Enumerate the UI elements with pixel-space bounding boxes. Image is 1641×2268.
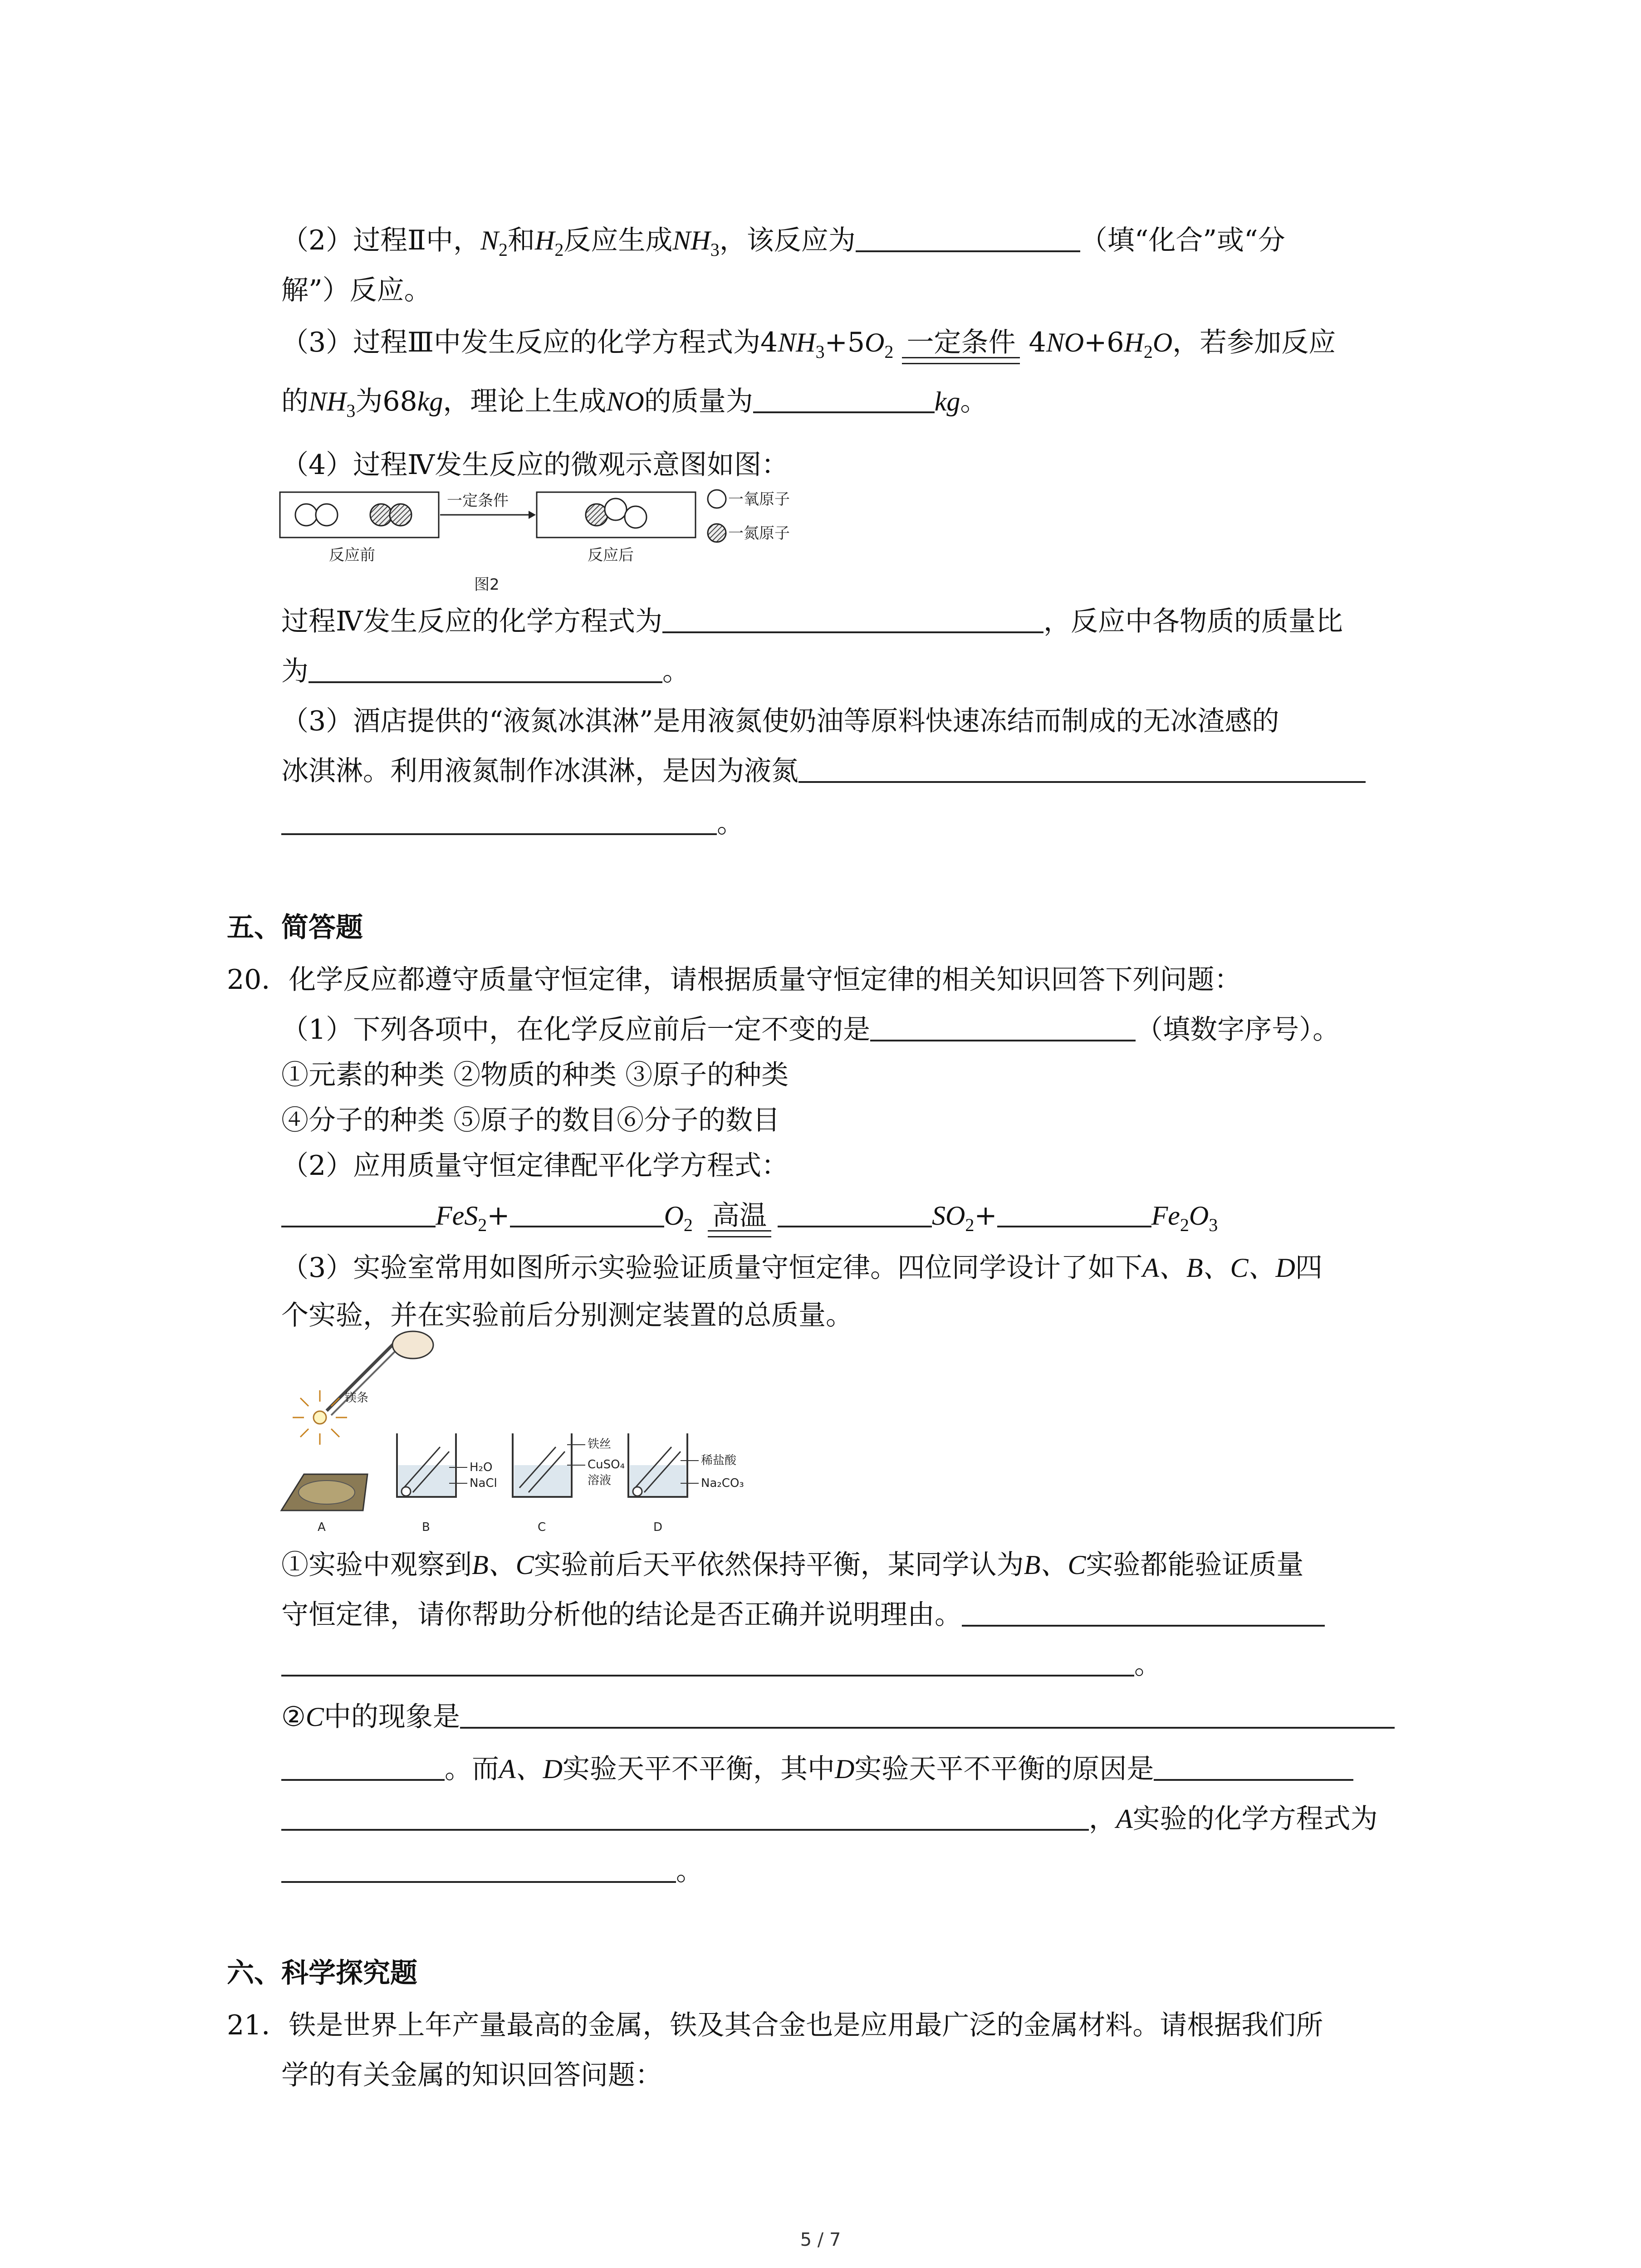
flame-icon — [314, 1411, 326, 1424]
section-heading: 六、科学探究题 — [227, 1957, 417, 1989]
figure-caption: 图2 — [474, 576, 500, 594]
arrow-head-icon — [529, 511, 536, 519]
label-hcl: 稀盐酸 — [701, 1454, 737, 1467]
reaction-micro-diagram — [279, 481, 837, 594]
q20-sub2-line4: 。 — [281, 1853, 703, 1889]
question-20-stem: 20．化学反应都遵守质量守恒定律，请根据质量守恒定律的相关知识回答下列问题： — [227, 964, 1242, 996]
label-na2co3: Na₂CO₃ — [701, 1476, 744, 1490]
question-21-line1: 21．铁是世界上年产量最高的金属，铁及其合金也是应用最广泛的金属材料。请根据我们所 — [227, 2009, 1323, 2041]
q19-part4-line3: 为 。 — [281, 653, 690, 689]
label-nacl: NaCl — [470, 1476, 497, 1490]
q20-sub1-line2: 守恒定律，请你帮助分析他的结论是否正确并说明理由。 — [281, 1597, 1325, 1633]
answer-blank[interactable] — [281, 1853, 676, 1883]
q20-part1: （1）下列各项中，在化学反应前后一定不变的是 （填数字序号）。 — [281, 1012, 1340, 1048]
answer-blank[interactable] — [1154, 1751, 1353, 1781]
label-water: H₂O — [470, 1461, 493, 1474]
answer-blank[interactable] — [281, 1801, 1089, 1831]
coefficient-blank[interactable] — [281, 1198, 436, 1227]
q20-sub1-line1: ①实验中观察到B、C实验前后天平依然保持平衡，某同学认为B、C实验都能验证质量 — [281, 1549, 1304, 1581]
q20-sub1-line3: 。 — [281, 1647, 1161, 1683]
page-number: 5 / 7 — [800, 2229, 841, 2250]
nitrogen-atom-icon — [586, 504, 607, 526]
answer-blank[interactable] — [798, 753, 1366, 783]
q19-part2-line1: （2）过程Ⅱ中，$N_2$和$H_2$反应生成$NH_3$，该反应为 （填“化合”或“分 — [281, 222, 1285, 268]
answer-blank[interactable] — [962, 1597, 1325, 1627]
question-21-line2: 学的有关金属的知识回答问题： — [281, 2059, 662, 2091]
q20-sub2-line1: ②C中的现象是 — [281, 1699, 1395, 1735]
label-A: A — [318, 1520, 326, 1534]
legend-nitrogen-label: 一氮原子 — [728, 524, 790, 543]
label-B: B — [422, 1520, 430, 1534]
q20-options-line2: ④分子的种类 ⑤原子的数目⑥分子的数目 — [281, 1105, 780, 1136]
nitrogen-atom-icon — [390, 504, 411, 526]
section-heading: 五、简答题 — [227, 912, 363, 943]
q19-part3-line1: （3）过程Ⅲ中发生反应的化学方程式为$4NH_3+5O_2$ 一定条件 $4NO+6H_2O$，若参加反应 — [281, 324, 1336, 370]
q20-options-line1: ①元素的种类 ②物质的种类 ③原子的种类 — [281, 1059, 789, 1091]
before-label: 反应前 — [329, 546, 375, 564]
answer-blank[interactable] — [856, 222, 1080, 252]
label-D: D — [653, 1520, 663, 1534]
coefficient-blank[interactable] — [510, 1198, 664, 1227]
q19-part4-line1: （4）过程Ⅳ发生反应的微观示意图如图： — [281, 449, 789, 481]
answer-blank[interactable] — [753, 383, 935, 413]
answer-blank[interactable] — [281, 1751, 445, 1781]
after-label: 反应后 — [588, 546, 634, 564]
oxygen-atom-icon — [295, 504, 317, 526]
label-iron-wire: 铁丝 — [588, 1437, 612, 1451]
answer-blank[interactable] — [460, 1699, 1395, 1729]
experiment-apparatus-figure — [277, 1329, 776, 1538]
q19-part5-line3: 。 — [281, 805, 744, 841]
q19-part3-line2: 的$NH_3$为68kg，理论上生成NO的质量为 kg。 — [281, 383, 987, 429]
label-solution: 溶液 — [588, 1474, 612, 1487]
q20-part3-line2: 个实验，并在实验前后分别测定装置的总质量。 — [281, 1300, 853, 1331]
label-magnesium: 镁条 — [345, 1391, 369, 1405]
oxygen-atom-icon — [316, 504, 338, 526]
label-C: C — [538, 1520, 546, 1534]
answer-blank[interactable] — [281, 1647, 1134, 1677]
coefficient-blank[interactable] — [778, 1198, 932, 1227]
coefficient-blank[interactable] — [997, 1198, 1151, 1227]
reaction-condition: 高温 — [708, 1198, 771, 1234]
q19-part4-line2: 过程Ⅳ发生反应的化学方程式为 ，反应中各物质的质量比 — [281, 603, 1343, 640]
legend-oxygen-icon — [708, 490, 726, 508]
q19-part5-line1: （3）酒店提供的“液氮冰淇淋”是用液氮使奶油等原料快速冻结而制成的无冰渣感的 — [281, 705, 1279, 737]
q19-part5-line2: 冰淇淋。利用液氮制作冰淇淋，是因为液氮 — [281, 753, 1366, 789]
answer-blank[interactable] — [870, 1012, 1136, 1041]
balance-equation: $FeS_2+ O_2$ 高温 $SO_2+ Fe_2O_3$ — [281, 1198, 1218, 1243]
arrow-condition-label: 一定条件 — [447, 492, 509, 510]
answer-blank[interactable] — [281, 805, 717, 835]
reaction-condition: 一定条件 — [902, 324, 1020, 361]
legend-nitrogen-icon — [708, 524, 726, 542]
legend-oxygen-label: 一氧原子 — [728, 490, 790, 508]
q20-sub2-line2: 。而A、D实验天平不平衡，其中D实验天平不平衡的原因是 — [281, 1751, 1353, 1787]
nitrogen-atom-icon — [370, 504, 392, 526]
q19-part2-line2: 解”）反应。 — [281, 274, 431, 306]
q20-sub2-line3: ，A实验的化学方程式为 — [281, 1801, 1378, 1837]
hand-icon — [392, 1331, 433, 1359]
q20-part2: （2）应用质量守恒定律配平化学方程式： — [281, 1150, 789, 1182]
q20-part3-line1: （3）实验室常用如图所示实验验证质量守恒定律。四位同学设计了如下A、B、C、D四 — [281, 1252, 1323, 1284]
answer-blank[interactable] — [309, 653, 662, 683]
ash-pile — [299, 1481, 355, 1504]
answer-blank[interactable] — [662, 603, 1043, 633]
label-cuso4: CuSO₄ — [588, 1458, 625, 1471]
